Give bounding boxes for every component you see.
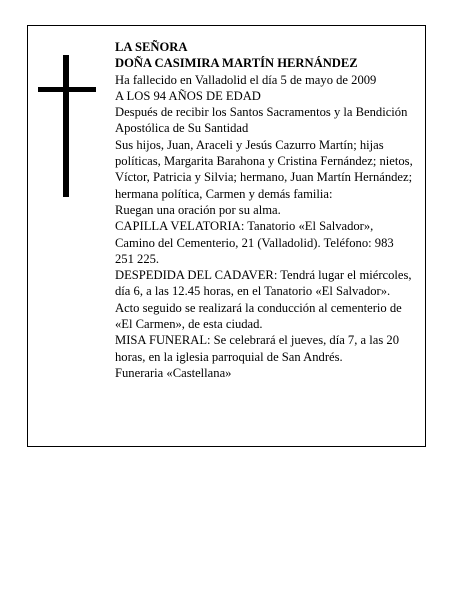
latin-cross-icon [38,55,96,197]
farewell-info: DESPEDIDA DEL CADAVER: Tendrá lugar el miércoles, día 6, a las 12.45 horas, en el Tanatorio «El Salvador». Acto seguido se realizará la conducción al cementerio de «El Carmen», de esta ciudad. [115,268,412,332]
funeral-home: Funeraria «Castellana» [115,365,232,380]
age-line: A LOS 94 AÑOS DE EDAD [115,88,261,103]
mass-info: MISA FUNERAL: Se celebrará el jueves, día 7, a las 20 horas, en la iglesia parroquial de San Andrés. [115,333,399,364]
family-list: Sus hijos, Juan, Araceli y Jesús Cazurro Martín; hijas políticas, Margarita Barahona y Cristina Fernández; nietos, Víctor, Patricia y Silvia; hermano, Juan Martín Hernández; hermana política, Carmen y demás familia: [115,137,413,201]
notice-heading: LA SEÑORA [115,40,188,54]
death-info: Ha fallecido en Valladolid el día 5 de mayo de 2009 [115,72,377,87]
chapel-info: CAPILLA VELATORIA: Tanatorio «El Salvador», Camino del Cementerio, 21 (Valladolid). Teléfono: 983 251 225. [115,219,394,266]
cross-vertical-bar [63,55,69,197]
sacraments-line: Después de recibir los Santos Sacramentos y la Bendición Apostólica de Su Santidad [115,105,408,136]
prayer-request: Ruegan una oración por su alma. [115,202,281,217]
cross-horizontal-bar [38,87,96,92]
deceased-name: DOÑA CASIMIRA MARTÍN HERNÁNDEZ [115,56,358,71]
obituary-text [115,39,415,381]
